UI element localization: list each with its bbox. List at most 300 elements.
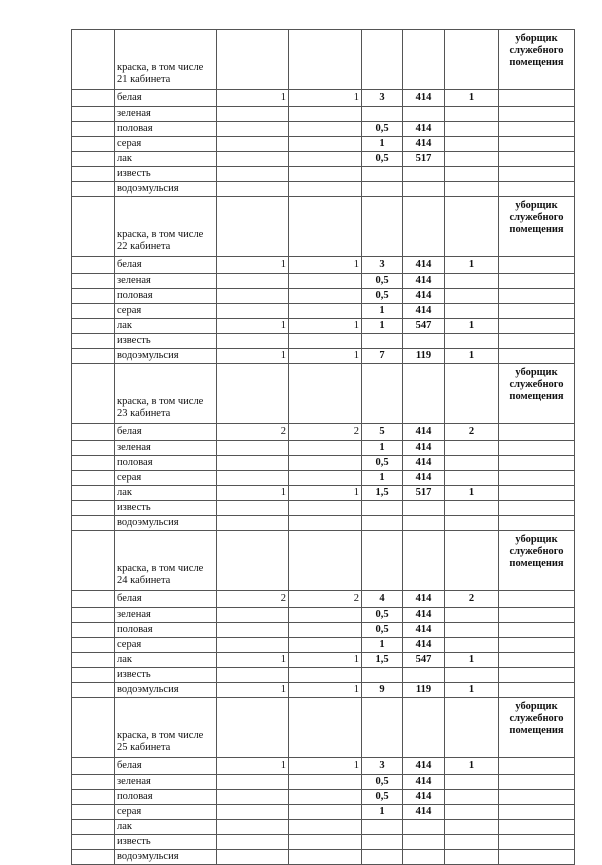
empty-cell (362, 531, 403, 591)
count-cell (445, 805, 499, 820)
table-row (72, 820, 575, 835)
table-row (72, 424, 575, 441)
count-cell (445, 167, 499, 182)
count-cell: 1 (445, 653, 499, 668)
qty-cell: 1 (217, 257, 289, 274)
qty-cell (289, 501, 362, 516)
item-name: серая (115, 638, 217, 653)
code-cell: 547 (403, 319, 445, 334)
code-cell: 414 (403, 591, 445, 608)
margin-cell (72, 424, 115, 441)
qty-cell: 2 (289, 591, 362, 608)
qty-cell (289, 182, 362, 197)
amount-cell: 0,5 (362, 289, 403, 304)
table-row (72, 349, 575, 364)
code-cell: 414 (403, 137, 445, 152)
empty-cell (499, 441, 575, 456)
count-cell (445, 501, 499, 516)
count-cell: 1 (445, 90, 499, 107)
item-name: лак (115, 319, 217, 334)
item-name: серая (115, 304, 217, 319)
count-cell (445, 289, 499, 304)
item-name: зеленая (115, 107, 217, 122)
empty-cell (403, 531, 445, 591)
qty-cell (289, 441, 362, 456)
materials-table (71, 29, 575, 865)
item-name: белая (115, 758, 217, 775)
table-row (72, 850, 575, 865)
count-cell (445, 182, 499, 197)
table-row (72, 683, 575, 698)
code-cell: 414 (403, 638, 445, 653)
margin-cell (72, 257, 115, 274)
table-row (72, 623, 575, 638)
margin-cell (72, 364, 115, 424)
empty-cell (499, 137, 575, 152)
qty-cell: 1 (289, 758, 362, 775)
item-name: белая (115, 90, 217, 107)
amount-cell (362, 107, 403, 122)
table-row (72, 107, 575, 122)
table-row (72, 304, 575, 319)
margin-cell (72, 638, 115, 653)
qty-cell (289, 775, 362, 790)
table-row (72, 638, 575, 653)
amount-cell (362, 501, 403, 516)
item-name: половая (115, 623, 217, 638)
count-cell (445, 122, 499, 137)
item-name: зеленая (115, 441, 217, 456)
empty-cell (289, 30, 362, 90)
code-cell: 414 (403, 90, 445, 107)
code-cell: 547 (403, 653, 445, 668)
empty-cell (445, 698, 499, 758)
item-name: половая (115, 122, 217, 137)
qty-cell: 1 (289, 349, 362, 364)
code-cell (403, 334, 445, 349)
empty-cell (362, 698, 403, 758)
margin-cell (72, 167, 115, 182)
qty-cell (289, 107, 362, 122)
section-title: краска, в том числе 25 кабинета (115, 698, 217, 758)
code-cell: 414 (403, 441, 445, 456)
qty-cell (217, 334, 289, 349)
count-cell (445, 775, 499, 790)
item-name: водоэмульсия (115, 516, 217, 531)
code-cell: 414 (403, 304, 445, 319)
item-name: зеленая (115, 274, 217, 289)
empty-cell (499, 591, 575, 608)
code-cell: 119 (403, 683, 445, 698)
qty-cell (289, 623, 362, 638)
qty-cell (217, 608, 289, 623)
count-cell (445, 850, 499, 865)
empty-cell (289, 197, 362, 257)
section-title: краска, в том числе 22 кабинета (115, 197, 217, 257)
qty-cell (289, 289, 362, 304)
qty-cell (217, 304, 289, 319)
role-cell: уборщик служебного помещения (499, 364, 575, 424)
count-cell (445, 623, 499, 638)
empty-cell (499, 638, 575, 653)
code-cell: 414 (403, 257, 445, 274)
amount-cell (362, 182, 403, 197)
empty-cell (403, 698, 445, 758)
table-row (72, 805, 575, 820)
table-row (72, 257, 575, 274)
empty-cell (499, 608, 575, 623)
qty-cell (289, 334, 362, 349)
table-row (72, 137, 575, 152)
amount-cell: 0,5 (362, 623, 403, 638)
amount-cell: 0,5 (362, 608, 403, 623)
margin-cell (72, 289, 115, 304)
code-cell (403, 182, 445, 197)
amount-cell: 7 (362, 349, 403, 364)
qty-cell (289, 122, 362, 137)
empty-cell (499, 835, 575, 850)
qty-cell (217, 137, 289, 152)
item-name: зеленая (115, 775, 217, 790)
qty-cell (217, 820, 289, 835)
count-cell (445, 668, 499, 683)
qty-cell (217, 638, 289, 653)
empty-cell (445, 531, 499, 591)
qty-cell (217, 775, 289, 790)
empty-cell (499, 623, 575, 638)
count-cell (445, 137, 499, 152)
margin-cell (72, 683, 115, 698)
count-cell: 1 (445, 486, 499, 501)
amount-cell: 0,5 (362, 456, 403, 471)
amount-cell (362, 516, 403, 531)
qty-cell (289, 820, 362, 835)
empty-cell (499, 501, 575, 516)
qty-cell (289, 850, 362, 865)
margin-cell (72, 152, 115, 167)
count-cell (445, 638, 499, 653)
amount-cell (362, 334, 403, 349)
amount-cell: 4 (362, 591, 403, 608)
empty-cell (403, 197, 445, 257)
empty-cell (499, 167, 575, 182)
item-name: лак (115, 820, 217, 835)
margin-cell (72, 107, 115, 122)
item-name: известь (115, 501, 217, 516)
qty-cell (217, 107, 289, 122)
count-cell (445, 456, 499, 471)
amount-cell: 1 (362, 471, 403, 486)
code-cell: 414 (403, 274, 445, 289)
count-cell: 1 (445, 257, 499, 274)
item-name: серая (115, 805, 217, 820)
item-name: известь (115, 167, 217, 182)
margin-cell (72, 531, 115, 591)
qty-cell (289, 790, 362, 805)
item-name: белая (115, 424, 217, 441)
empty-cell (217, 698, 289, 758)
count-cell (445, 334, 499, 349)
margin-cell (72, 304, 115, 319)
table-row (72, 775, 575, 790)
item-name: водоэмульсия (115, 683, 217, 698)
margin-cell (72, 349, 115, 364)
table-row (72, 790, 575, 805)
empty-cell (499, 471, 575, 486)
empty-cell (445, 30, 499, 90)
amount-cell: 1 (362, 137, 403, 152)
qty-cell (217, 850, 289, 865)
qty-cell (217, 623, 289, 638)
empty-cell (499, 274, 575, 289)
margin-cell (72, 486, 115, 501)
margin-cell (72, 820, 115, 835)
table-row (72, 591, 575, 608)
amount-cell (362, 668, 403, 683)
code-cell: 414 (403, 424, 445, 441)
count-cell: 1 (445, 349, 499, 364)
count-cell (445, 820, 499, 835)
empty-cell (217, 364, 289, 424)
empty-cell (499, 758, 575, 775)
margin-cell (72, 456, 115, 471)
empty-cell (403, 364, 445, 424)
empty-cell (217, 197, 289, 257)
empty-cell (499, 486, 575, 501)
margin-cell (72, 790, 115, 805)
empty-cell (499, 653, 575, 668)
amount-cell: 1 (362, 805, 403, 820)
qty-cell: 1 (289, 653, 362, 668)
count-cell: 1 (445, 319, 499, 334)
empty-cell (499, 90, 575, 107)
table-row (72, 501, 575, 516)
table-row (72, 516, 575, 531)
amount-cell (362, 167, 403, 182)
margin-cell (72, 668, 115, 683)
amount-cell: 0,5 (362, 274, 403, 289)
empty-cell (289, 531, 362, 591)
empty-cell (499, 319, 575, 334)
amount-cell: 1,5 (362, 653, 403, 668)
code-cell: 517 (403, 486, 445, 501)
code-cell: 414 (403, 289, 445, 304)
margin-cell (72, 30, 115, 90)
table-row (72, 319, 575, 334)
item-name: известь (115, 668, 217, 683)
section-title: краска, в том числе 21 кабинета (115, 30, 217, 90)
section-title: краска, в том числе 23 кабинета (115, 364, 217, 424)
margin-cell (72, 501, 115, 516)
qty-cell (289, 835, 362, 850)
empty-cell (445, 364, 499, 424)
margin-cell (72, 758, 115, 775)
amount-cell: 3 (362, 90, 403, 107)
qty-cell (289, 456, 362, 471)
code-cell (403, 107, 445, 122)
table-row (72, 167, 575, 182)
amount-cell: 1,5 (362, 486, 403, 501)
count-cell: 1 (445, 683, 499, 698)
margin-cell (72, 775, 115, 790)
code-cell: 414 (403, 471, 445, 486)
count-cell (445, 152, 499, 167)
code-cell: 414 (403, 775, 445, 790)
item-name: лак (115, 653, 217, 668)
margin-cell (72, 182, 115, 197)
amount-cell: 5 (362, 424, 403, 441)
role-cell: уборщик служебного помещения (499, 197, 575, 257)
qty-cell (289, 516, 362, 531)
empty-cell (499, 289, 575, 304)
qty-cell (217, 441, 289, 456)
qty-cell: 1 (289, 683, 362, 698)
empty-cell (499, 850, 575, 865)
count-cell: 2 (445, 424, 499, 441)
table-row (72, 653, 575, 668)
table-row (72, 608, 575, 623)
section-header-row (72, 30, 575, 90)
margin-cell (72, 850, 115, 865)
item-name: лак (115, 486, 217, 501)
empty-cell (499, 668, 575, 683)
amount-cell: 0,5 (362, 152, 403, 167)
table-row (72, 486, 575, 501)
empty-cell (403, 30, 445, 90)
table-row (72, 835, 575, 850)
empty-cell (499, 820, 575, 835)
code-cell: 414 (403, 608, 445, 623)
empty-cell (499, 790, 575, 805)
table-row (72, 289, 575, 304)
count-cell (445, 107, 499, 122)
qty-cell (217, 456, 289, 471)
table-row (72, 152, 575, 167)
amount-cell: 1 (362, 638, 403, 653)
count-cell (445, 471, 499, 486)
qty-cell (289, 274, 362, 289)
item-name: известь (115, 334, 217, 349)
count-cell: 1 (445, 758, 499, 775)
qty-cell (217, 471, 289, 486)
table-row (72, 668, 575, 683)
count-cell (445, 835, 499, 850)
empty-cell (445, 197, 499, 257)
table-row (72, 758, 575, 775)
qty-cell (217, 122, 289, 137)
item-name: водоэмульсия (115, 850, 217, 865)
empty-cell (499, 775, 575, 790)
empty-cell (499, 516, 575, 531)
qty-cell: 1 (217, 319, 289, 334)
margin-cell (72, 197, 115, 257)
amount-cell (362, 835, 403, 850)
qty-cell: 2 (217, 591, 289, 608)
section-title: краска, в том числе 24 кабинета (115, 531, 217, 591)
code-cell (403, 820, 445, 835)
amount-cell: 0,5 (362, 775, 403, 790)
margin-cell (72, 90, 115, 107)
empty-cell (289, 364, 362, 424)
empty-cell (499, 182, 575, 197)
amount-cell: 0,5 (362, 122, 403, 137)
qty-cell: 1 (217, 349, 289, 364)
qty-cell (289, 152, 362, 167)
section-header-row (72, 698, 575, 758)
empty-cell (499, 107, 575, 122)
item-name: зеленая (115, 608, 217, 623)
table-row (72, 334, 575, 349)
qty-cell: 2 (289, 424, 362, 441)
code-cell: 414 (403, 122, 445, 137)
amount-cell: 1 (362, 304, 403, 319)
margin-cell (72, 441, 115, 456)
margin-cell (72, 698, 115, 758)
margin-cell (72, 591, 115, 608)
empty-cell (499, 456, 575, 471)
qty-cell (289, 471, 362, 486)
empty-cell (499, 334, 575, 349)
amount-cell: 3 (362, 758, 403, 775)
margin-cell (72, 516, 115, 531)
count-cell (445, 608, 499, 623)
qty-cell (217, 289, 289, 304)
table-row (72, 441, 575, 456)
section-header-row (72, 531, 575, 591)
code-cell: 414 (403, 790, 445, 805)
code-cell: 414 (403, 623, 445, 638)
table-body (72, 30, 575, 865)
qty-cell: 1 (289, 486, 362, 501)
qty-cell (217, 835, 289, 850)
margin-cell (72, 653, 115, 668)
table-row (72, 274, 575, 289)
qty-cell (217, 152, 289, 167)
item-name: половая (115, 289, 217, 304)
empty-cell (499, 304, 575, 319)
code-cell: 414 (403, 456, 445, 471)
role-cell: уборщик служебного помещения (499, 30, 575, 90)
qty-cell: 1 (289, 90, 362, 107)
code-cell: 414 (403, 758, 445, 775)
qty-cell (217, 501, 289, 516)
qty-cell (289, 608, 362, 623)
margin-cell (72, 608, 115, 623)
code-cell (403, 501, 445, 516)
table-row (72, 182, 575, 197)
qty-cell (289, 167, 362, 182)
count-cell (445, 516, 499, 531)
item-name: водоэмульсия (115, 349, 217, 364)
item-name: известь (115, 835, 217, 850)
qty-cell (217, 274, 289, 289)
qty-cell (217, 167, 289, 182)
margin-cell (72, 835, 115, 850)
qty-cell: 1 (217, 758, 289, 775)
qty-cell (289, 805, 362, 820)
amount-cell: 0,5 (362, 790, 403, 805)
code-cell (403, 516, 445, 531)
qty-cell (289, 638, 362, 653)
empty-cell (499, 122, 575, 137)
qty-cell: 1 (217, 486, 289, 501)
table-row (72, 471, 575, 486)
empty-cell (289, 698, 362, 758)
empty-cell (499, 805, 575, 820)
amount-cell (362, 850, 403, 865)
count-cell: 2 (445, 591, 499, 608)
qty-cell: 1 (217, 90, 289, 107)
